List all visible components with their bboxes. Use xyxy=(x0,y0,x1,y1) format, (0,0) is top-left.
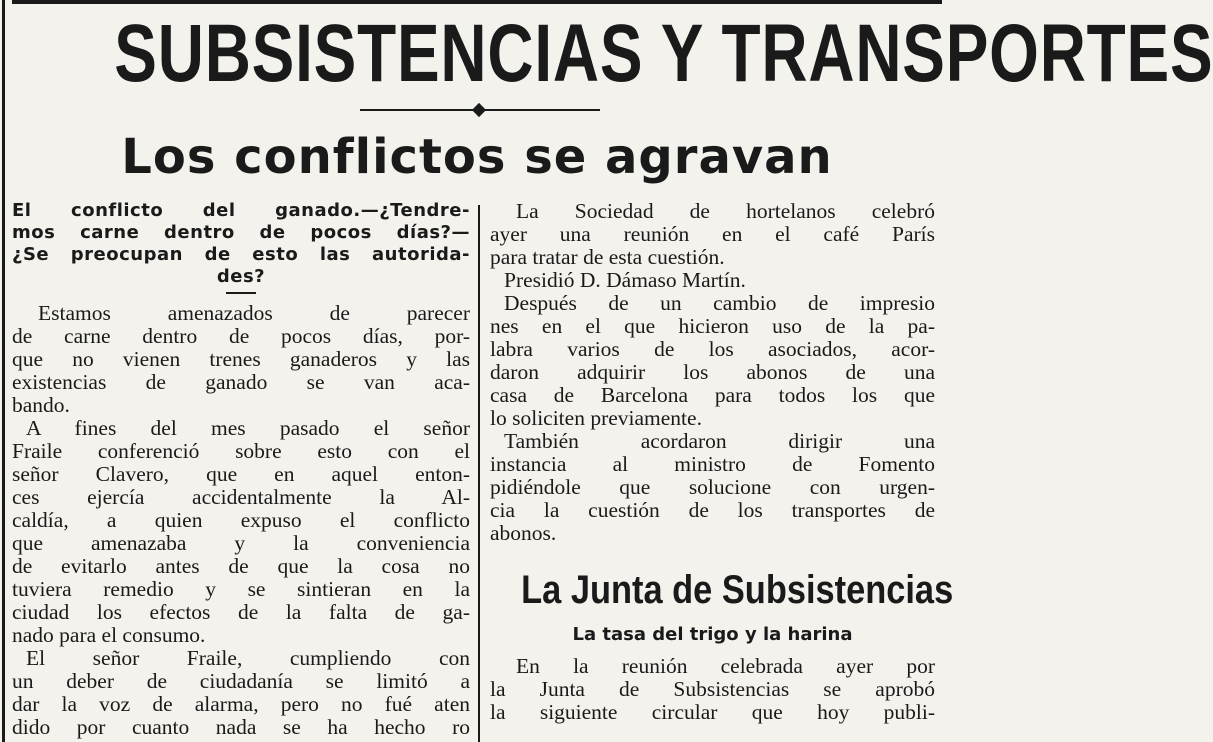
text-line: nado para el consumo. xyxy=(12,623,206,647)
text-line: instancia al ministro de Fomento xyxy=(490,452,935,476)
text-line: La Sociedad de hortelanos celebró xyxy=(516,199,935,223)
text-line: ciudad los efectos de la falta de ga- xyxy=(12,600,470,624)
text-line: Fraile conferenció sobre esto con el xyxy=(12,439,470,463)
text-line: caldía, a quien expuso el conflicto xyxy=(12,508,470,532)
deck-line: mos carne dentro de pocos días?— xyxy=(12,222,470,243)
text-line: El señor Fraile, cumpliendo con xyxy=(26,646,470,670)
right-paragraph-2 xyxy=(490,269,935,292)
right-column xyxy=(490,199,954,724)
section-paragraph-1 xyxy=(490,655,935,724)
text-line: cia la cuestión de los transportes de xyxy=(490,498,935,522)
text-line: la siguiente circular que hoy publi- xyxy=(490,700,935,724)
deck-separator xyxy=(226,292,256,294)
text-line: la Junta de Subsistencias se aprobó xyxy=(490,677,935,701)
text-line: A fines del mes pasado el señor xyxy=(26,416,470,440)
text-line: Después de un cambio de impresio xyxy=(504,291,935,315)
sub-headline: Los conflictos se agravan xyxy=(121,129,833,185)
left-deck xyxy=(12,200,470,288)
headline-ornament xyxy=(360,104,600,116)
deck-line: des? xyxy=(216,266,266,287)
right-paragraph-3 xyxy=(490,292,935,430)
left-paragraph-3 xyxy=(12,647,470,739)
text-line: bando. xyxy=(12,393,70,417)
text-line: que no vienen trenes ganaderos y las xyxy=(12,347,470,371)
text-line: daron adquirir los abonos de una xyxy=(490,360,935,384)
left-paragraph-2 xyxy=(12,417,470,647)
text-line: un deber de ciudadanía se limitó a xyxy=(12,669,470,693)
left-paragraph-1 xyxy=(12,302,470,417)
text-line: pidiéndole que solucione con urgen- xyxy=(490,475,935,499)
text-line: Presidió D. Dámaso Martín. xyxy=(504,268,746,292)
text-line: dido por cuanto nada se ha hecho ro xyxy=(12,715,470,739)
text-line: señor Clavero, que en aquel enton- xyxy=(12,462,470,486)
text-line: labra varios de los asociados, acor- xyxy=(490,337,935,361)
column-divider xyxy=(478,205,480,742)
text-line: ayer una reunión en el café París xyxy=(490,222,935,246)
text-line: También acordaron dirigir una xyxy=(504,429,935,453)
text-line: Estamos amenazados de parecer xyxy=(38,301,470,325)
right-paragraph-4 xyxy=(490,430,935,545)
text-line: casa de Barcelona para todos los que xyxy=(490,383,935,407)
text-line: En la reunión celebrada ayer por xyxy=(516,654,935,678)
text-line: nes en el que hicieron uso de la pa- xyxy=(490,314,935,338)
text-line: de carne dentro de pocos días, por- xyxy=(12,324,470,348)
section-subheading: La tasa del trigo y la harina xyxy=(572,624,853,645)
deck-line: ¿Se preocupan de esto las autorida- xyxy=(12,244,470,265)
text-line: lo soliciten previamente. xyxy=(490,406,702,430)
left-column xyxy=(12,200,470,739)
text-line: que amenazaba y la conveniencia xyxy=(12,531,470,555)
section-heading: La Junta de Subsistencias xyxy=(521,568,954,612)
deck-line: El conflicto del ganado.—¿Tendre- xyxy=(12,200,470,221)
main-headline: SUBSISTENCIAS Y TRANSPORTES xyxy=(114,8,1213,99)
text-line: para tratar de esta cuestión. xyxy=(490,245,725,269)
text-line: tuviera remedio y se sintieran en la xyxy=(12,577,470,601)
left-border-rule xyxy=(2,0,5,742)
right-paragraph-1 xyxy=(490,200,935,269)
top-rule xyxy=(12,0,942,4)
text-line: dar la voz de alarma, pero no fué aten xyxy=(12,692,470,716)
text-line: existencias de ganado se van aca- xyxy=(12,370,470,394)
text-line: ces ejercía accidentalmente la Al- xyxy=(12,485,470,509)
text-line: abonos. xyxy=(490,521,557,545)
text-line: de evitarlo antes de que la cosa no xyxy=(12,554,470,578)
